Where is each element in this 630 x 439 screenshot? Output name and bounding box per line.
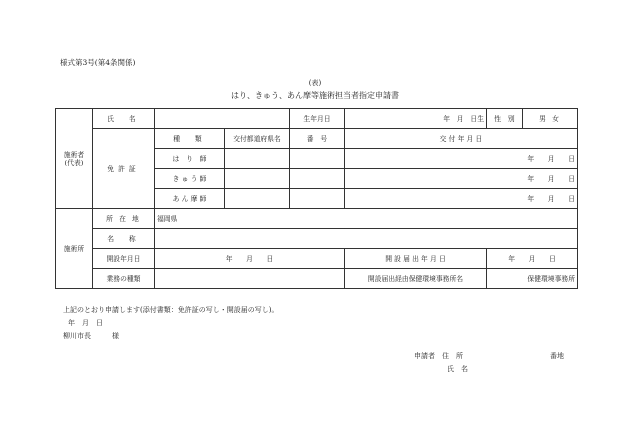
birth-label: 生年月日 [290,109,345,129]
side-label: (表) [308,79,322,87]
address-label: 所 在 地 [93,209,155,229]
clinic-group-label: 施術所 [56,209,93,289]
license-kind: は り 師 [155,149,225,169]
practitioner-sublabel: (代表) [64,158,84,167]
notice-label: 開 設 届 出 年 月 日 [345,249,487,269]
license-issued-header: 交 付 年 月 日 [345,129,578,149]
name-label: 氏 名 [93,109,155,129]
addressee: 柳川市長 様 [63,332,119,340]
license-date-input[interactable]: 年 月 日 [345,169,578,189]
license-date-input[interactable]: 年 月 日 [345,149,578,169]
practitioner-group-label [56,109,93,209]
license-kind: あ ん 摩 師 [155,189,225,209]
application-table [55,108,578,289]
license-date-input[interactable]: 年 月 日 [345,189,578,209]
opening-label: 開設年月日 [93,249,155,269]
license-kind-header: 種 類 [155,129,225,149]
clinic-business-row [56,269,578,289]
license-prefecture-input[interactable] [225,189,290,209]
application-date[interactable]: 年 月 日 [68,319,103,327]
clinic-opening-row [56,249,578,269]
sex-label: 性 別 [487,109,523,129]
banchi-label: 番地 [550,352,564,360]
practitioner-label: 施術者 [63,150,85,159]
license-number-input[interactable] [290,169,345,189]
clinic-name-row [56,229,578,249]
notice-input[interactable]: 年 月 日 [487,249,578,269]
license-prefecture-header: 交付都道府県名 [225,129,290,149]
license-prefecture-input[interactable] [225,169,290,189]
clinic-name-label: 名 称 [93,229,155,249]
form-title: はり、きゅう、あん摩等施術担当者指定申請書 [231,91,399,100]
opening-input[interactable]: 年 月 日 [155,249,345,269]
business-label: 業務の種類 [93,269,155,289]
statement: 上記のとおり申請します(添付書類：免許証の写し・開設届の写し)。 [63,306,279,314]
license-prefecture-input[interactable] [225,149,290,169]
license-kind: き ゅ う 師 [155,169,225,189]
sex-select[interactable]: 男 女 [523,109,578,129]
license-number-input[interactable] [290,149,345,169]
clinic-address-row [56,209,578,229]
practitioner-name-row [56,109,578,129]
applicant-address-label: 申請者 住 所 [414,352,463,360]
license-label: 免許証 [93,129,155,209]
business-input[interactable] [155,269,345,289]
applicant-name-label: 氏 名 [447,365,468,373]
birth-input[interactable]: 年 月 日生 [345,109,487,129]
name-input[interactable] [155,109,290,129]
office-label: 開設届出経由保健環境事務所名 [345,269,487,289]
license-header-row [56,129,578,149]
license-number-header: 番 号 [290,129,345,149]
address-input[interactable]: 福岡県 [155,209,578,229]
form-number: 様式第3号(第4条関係) [60,58,136,67]
office-input[interactable]: 保健環境事務所 [487,269,578,289]
clinic-name-input[interactable] [155,229,578,249]
license-number-input[interactable] [290,189,345,209]
